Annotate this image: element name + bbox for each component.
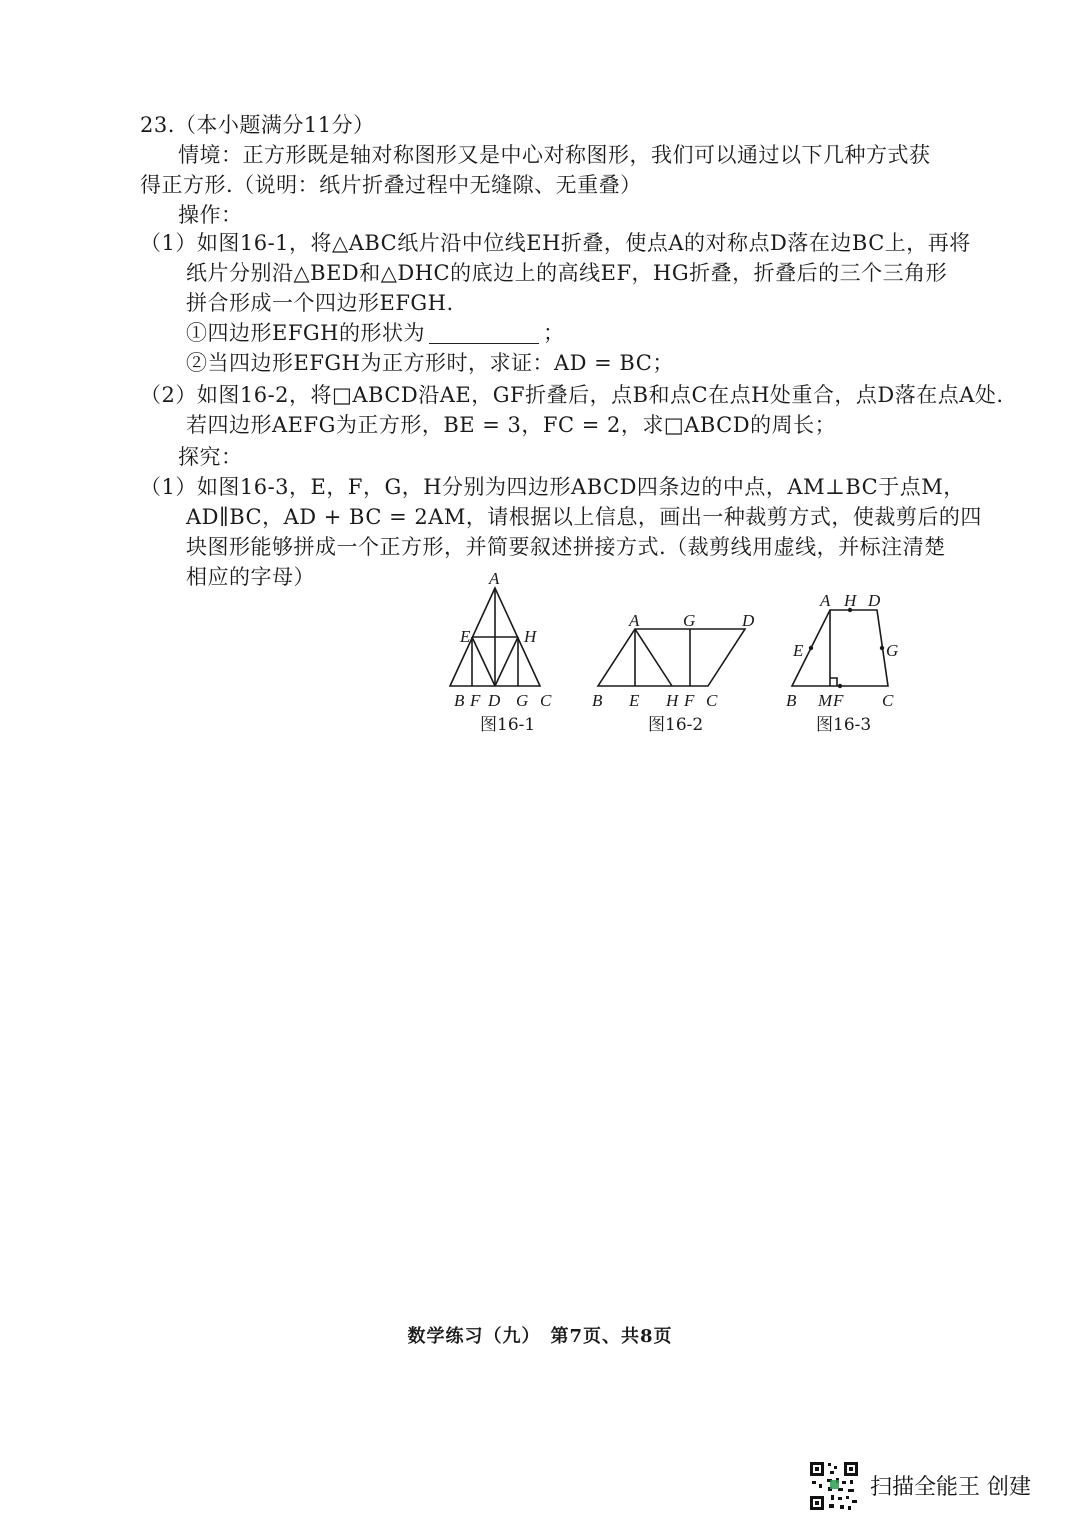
op1-line1: （1）如图16-1，将△ABC纸片沿中位线EH折叠，使点A的对称点D落在边BC上，再将	[140, 231, 971, 255]
fig2-label-f: F	[684, 691, 695, 710]
fig2-label-a: A	[629, 611, 640, 630]
op2-line1: （2）如图16-2，将□ABCD沿AE，GF折叠后，点B和点C在点H处重合，点D落在点A处.	[140, 383, 1004, 407]
fig3-label-g: G	[886, 641, 899, 660]
situation-text: 情境：正方形既是轴对称图形又是中心对称图形，我们可以通过以下几种方式获	[178, 143, 931, 167]
fig2-label-g: G	[683, 611, 696, 630]
fig1-label-g: G	[516, 691, 529, 710]
figure-16-3	[792, 610, 888, 686]
fig3-label-h: H	[844, 591, 857, 610]
fig3-label-e: E	[793, 641, 804, 660]
segment-ah	[635, 629, 672, 686]
fig1-label-f: F	[470, 691, 481, 710]
fig1-label-h: H	[524, 627, 537, 646]
op1-sub1	[186, 318, 565, 348]
fig2-label-e: E	[629, 691, 640, 710]
watermark-text: 扫描全能王 创建	[870, 1475, 1031, 1500]
op2-line2: 若四边形AEFG为正方形，BE = 3，FC = 2，求□ABCD的周长；	[186, 413, 837, 437]
fig1-label-d: D	[488, 691, 501, 710]
op1-sub2: ②当四边形EFGH为正方形时，求证：AD = BC；	[186, 351, 674, 375]
fig1-label-a: A	[489, 569, 500, 588]
op1-sub1-suffix: ；	[543, 321, 565, 345]
op1-sub1-prefix: ①四边形EFGH的形状为	[186, 321, 425, 345]
exp1-line1: （1）如图16-3，E，F，G，H分别为四边形ABCD四条边的中点，AM⊥BC于点M，	[140, 475, 965, 499]
trapezoid-abcd	[792, 610, 888, 686]
fig3-label-d: D	[868, 591, 881, 610]
fig1-label-b: B	[454, 691, 465, 710]
fig2-caption: 图16-2	[648, 715, 704, 735]
fig3-label-c: C	[882, 691, 894, 710]
parallelogram-abcd	[598, 629, 745, 686]
fig1-label-c: C	[540, 691, 552, 710]
right-angle-mark	[830, 678, 837, 686]
midpoint-e	[809, 646, 813, 650]
fig2-label-b: B	[592, 691, 603, 710]
exp1-line3: 块图形能够拼成一个正方形，并简要叙述拼接方式.（裁剪线用虚线，并标注清楚	[186, 535, 946, 559]
scanner-watermark	[808, 1460, 1058, 1516]
figure-16-2	[598, 629, 745, 686]
fig1-caption: 图16-1	[480, 715, 536, 735]
fig2-label-h: H	[666, 691, 679, 710]
question-header: 23.（本小题满分11分）	[140, 113, 375, 137]
fig2-label-c: C	[706, 691, 718, 710]
fig2-label-d: D	[742, 611, 755, 630]
segment-ed	[472, 637, 495, 686]
operation-title: 操作：	[178, 203, 243, 227]
op1-line2: 纸片分别沿△BED和△DHC的底边上的高线EF，HG折叠，折叠后的三个三角形	[186, 261, 948, 285]
figures-svg	[440, 568, 920, 748]
midpoint-f	[838, 684, 842, 688]
exp1-line4: 相应的字母）	[186, 565, 315, 589]
fig3-label-f: F	[833, 691, 844, 710]
op1-line3: 拼合形成一个四边形EFGH.	[186, 291, 454, 315]
explore-title: 探究：	[178, 445, 243, 469]
fig3-label-b: B	[786, 691, 797, 710]
fig3-label-m: M	[818, 691, 833, 710]
exp1-line2: AD∥BC，AD + BC = 2AM，请根据以上信息，画出一种裁剪方式，使裁剪后的四	[186, 505, 982, 529]
situation-text-cont: 得正方形.（说明：纸片折叠过程中无缝隙、无重叠）	[140, 173, 642, 197]
figures-row	[440, 568, 920, 748]
fig1-label-e: E	[460, 627, 471, 646]
page-footer: 数学练习（九） 第7页、共8页	[407, 1326, 673, 1347]
fig3-midpoints	[809, 608, 884, 688]
fig3-caption: 图16-3	[816, 715, 872, 735]
qr-code-icon	[808, 1460, 860, 1512]
fig3-label-a: A	[820, 591, 831, 610]
answer-blank	[429, 323, 539, 344]
midpoint-g	[880, 646, 884, 650]
segment-hd	[495, 637, 518, 686]
